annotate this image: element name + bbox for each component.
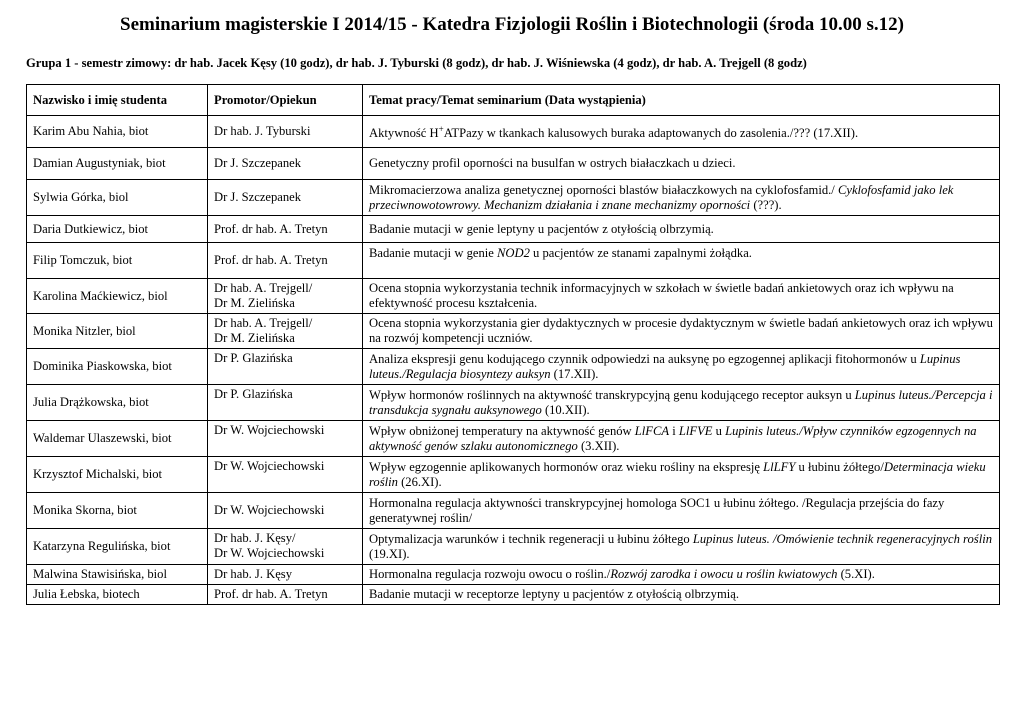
topic: Badanie mutacji w genie NOD2 u pacjentów ze stanami zapalnymi żołądka. xyxy=(363,243,1000,279)
supervisor: Dr hab. J. Kęsy/ Dr W. Wojciechowski xyxy=(208,529,363,565)
table-row xyxy=(27,180,1000,216)
student-name: Karolina Maćkiewicz, biol xyxy=(27,279,208,314)
topic: Ocena stopnia wykorzystania gier dydaktycznych w procesie dydaktycznym w świetle badań ankietowych oraz ich wpływu na rozwój kompetencji uczniów. xyxy=(363,314,1000,349)
table-row xyxy=(27,385,1000,421)
table-row xyxy=(27,216,1000,243)
student-name: Daria Dutkiewicz, biot xyxy=(27,216,208,243)
topic: Badanie mutacji w receptorze leptyny u pacjentów z otyłością olbrzymią. xyxy=(363,585,1000,605)
student-name: Malwina Stawisińska, biol xyxy=(27,565,208,585)
student-name: Damian Augustyniak, biot xyxy=(27,148,208,180)
supervisor: Dr W. Wojciechowski xyxy=(208,457,363,493)
topic: Analiza ekspresji genu kodującego czynnik odpowiedzi na auksynę po egzogennej aplikacji fitohormonów u Lupinus luteus./Regulacja biosyntezy auksyn (17.XII). xyxy=(363,349,1000,385)
supervisor: Prof. dr hab. A. Tretyn xyxy=(208,585,363,605)
topic: Badanie mutacji w genie leptyny u pacjentów z otyłością olbrzymią. xyxy=(363,216,1000,243)
topic: Aktywność H+ATPazy w tkankach kalusowych buraka adaptowanych do zasolenia./??? (17.XII). xyxy=(363,116,1000,148)
supervisor: Dr W. Wojciechowski xyxy=(208,493,363,529)
supervisor: Dr hab. A. Trejgell/ Dr M. Zielińska xyxy=(208,314,363,349)
student-name: Krzysztof Michalski, biot xyxy=(27,457,208,493)
supervisor: Dr P. Glazińska xyxy=(208,385,363,421)
supervisor: Dr hab. J. Kęsy xyxy=(208,565,363,585)
topic: Ocena stopnia wykorzystania technik informacyjnych w szkołach w świetle badań ankietowych oraz ich wpływu na efektywność procesu kształcenia. xyxy=(363,279,1000,314)
supervisor: Dr J. Szczepanek xyxy=(208,148,363,180)
page-title: Seminarium magisterskie I 2014/15 - Katedra Fizjologii Roślin i Biotechnologii (środa 10.00 s.12) xyxy=(120,14,904,35)
topic: Wpływ hormonów roślinnych na aktywność transkrypcyjną genu kodującego receptor auksyn u Lupinus luteus./Percepcja i transdukcja sygnału auksynowego (10.XII). xyxy=(363,385,1000,421)
supervisor: Dr P. Glazińska xyxy=(208,349,363,385)
table-row xyxy=(27,493,1000,529)
supervisor: Dr W. Wojciechowski xyxy=(208,421,363,457)
topic: Hormonalna regulacja rozwoju owocu o roślin./Rozwój zarodka i owocu u roślin kwiatowych (5.XI). xyxy=(363,565,1000,585)
supervisor: Prof. dr hab. A. Tretyn xyxy=(208,216,363,243)
table-row xyxy=(27,148,1000,180)
table-row xyxy=(27,314,1000,349)
header-student: Nazwisko i imię studenta xyxy=(27,85,208,116)
student-name: Filip Tomczuk, biot xyxy=(27,243,208,279)
topic: Genetyczny profil oporności na busulfan w ostrych białaczkach u dzieci. xyxy=(363,148,1000,180)
topic: Mikromacierzowa analiza genetycznej oporności blastów białaczkowych na cyklofosfamid./ Cyklofosfamid jako lek przeciwnowotowrowy. Mechanizm działania i znane mechanizmy oporności (???). xyxy=(363,180,1000,216)
header-topic: Temat pracy/Temat seminarium (Data wystąpienia) xyxy=(363,85,1000,116)
student-name: Julia Drążkowska, biot xyxy=(27,385,208,421)
supervisor: Prof. dr hab. A. Tretyn xyxy=(208,243,363,279)
student-name: Dominika Piaskowska, biot xyxy=(27,349,208,385)
header-supervisor: Promotor/Opiekun xyxy=(208,85,363,116)
table-row xyxy=(27,116,1000,148)
student-name: Monika Skorna, biot xyxy=(27,493,208,529)
table-row xyxy=(27,421,1000,457)
group-info: Grupa 1 - semestr zimowy: dr hab. Jacek Kęsy (10 godz), dr hab. J. Tyburski (8 godz), dr hab. J. Wiśniewska (4 godz), dr hab. A. Trejgell (8 godz) xyxy=(26,56,807,70)
student-name: Sylwia Górka, biol xyxy=(27,180,208,216)
supervisor: Dr J. Szczepanek xyxy=(208,180,363,216)
table-row xyxy=(27,457,1000,493)
table-row xyxy=(27,585,1000,605)
student-name: Monika Nitzler, biol xyxy=(27,314,208,349)
table-header-row xyxy=(27,85,1000,116)
student-name: Julia Łebska, biotech xyxy=(27,585,208,605)
student-name: Karim Abu Nahia, biot xyxy=(27,116,208,148)
seminar-table xyxy=(26,84,1000,605)
topic: Optymalizacja warunków i technik regeneracji u łubinu żółtego Lupinus luteus. /Omówienie technik regeneracyjnych roślin (19.XI). xyxy=(363,529,1000,565)
table-row xyxy=(27,279,1000,314)
student-name: Katarzyna Regulińska, biot xyxy=(27,529,208,565)
supervisor: Dr hab. A. Trejgell/ Dr M. Zielińska xyxy=(208,279,363,314)
table-row xyxy=(27,529,1000,565)
topic: Hormonalna regulacja aktywności transkrypcyjnej homologa SOC1 u łubinu żółtego. /Regulacja przejścia do fazy generatywnej roślin/ xyxy=(363,493,1000,529)
table-row xyxy=(27,243,1000,279)
table-row xyxy=(27,349,1000,385)
topic: Wpływ egzogennie aplikowanych hormonów oraz wieku rośliny na ekspresję LlLFY u łubinu żółtego/Determinacja wieku roślin (26.XI). xyxy=(363,457,1000,493)
supervisor: Dr hab. J. Tyburski xyxy=(208,116,363,148)
table-row xyxy=(27,565,1000,585)
topic: Wpływ obniżonej temperatury na aktywność genów LlFCA i LlFVE u Lupinis luteus./Wpływ czynników egzogennych na aktywność genów szlaku autonomicznego (3.XII). xyxy=(363,421,1000,457)
student-name: Waldemar Ulaszewski, biot xyxy=(27,421,208,457)
